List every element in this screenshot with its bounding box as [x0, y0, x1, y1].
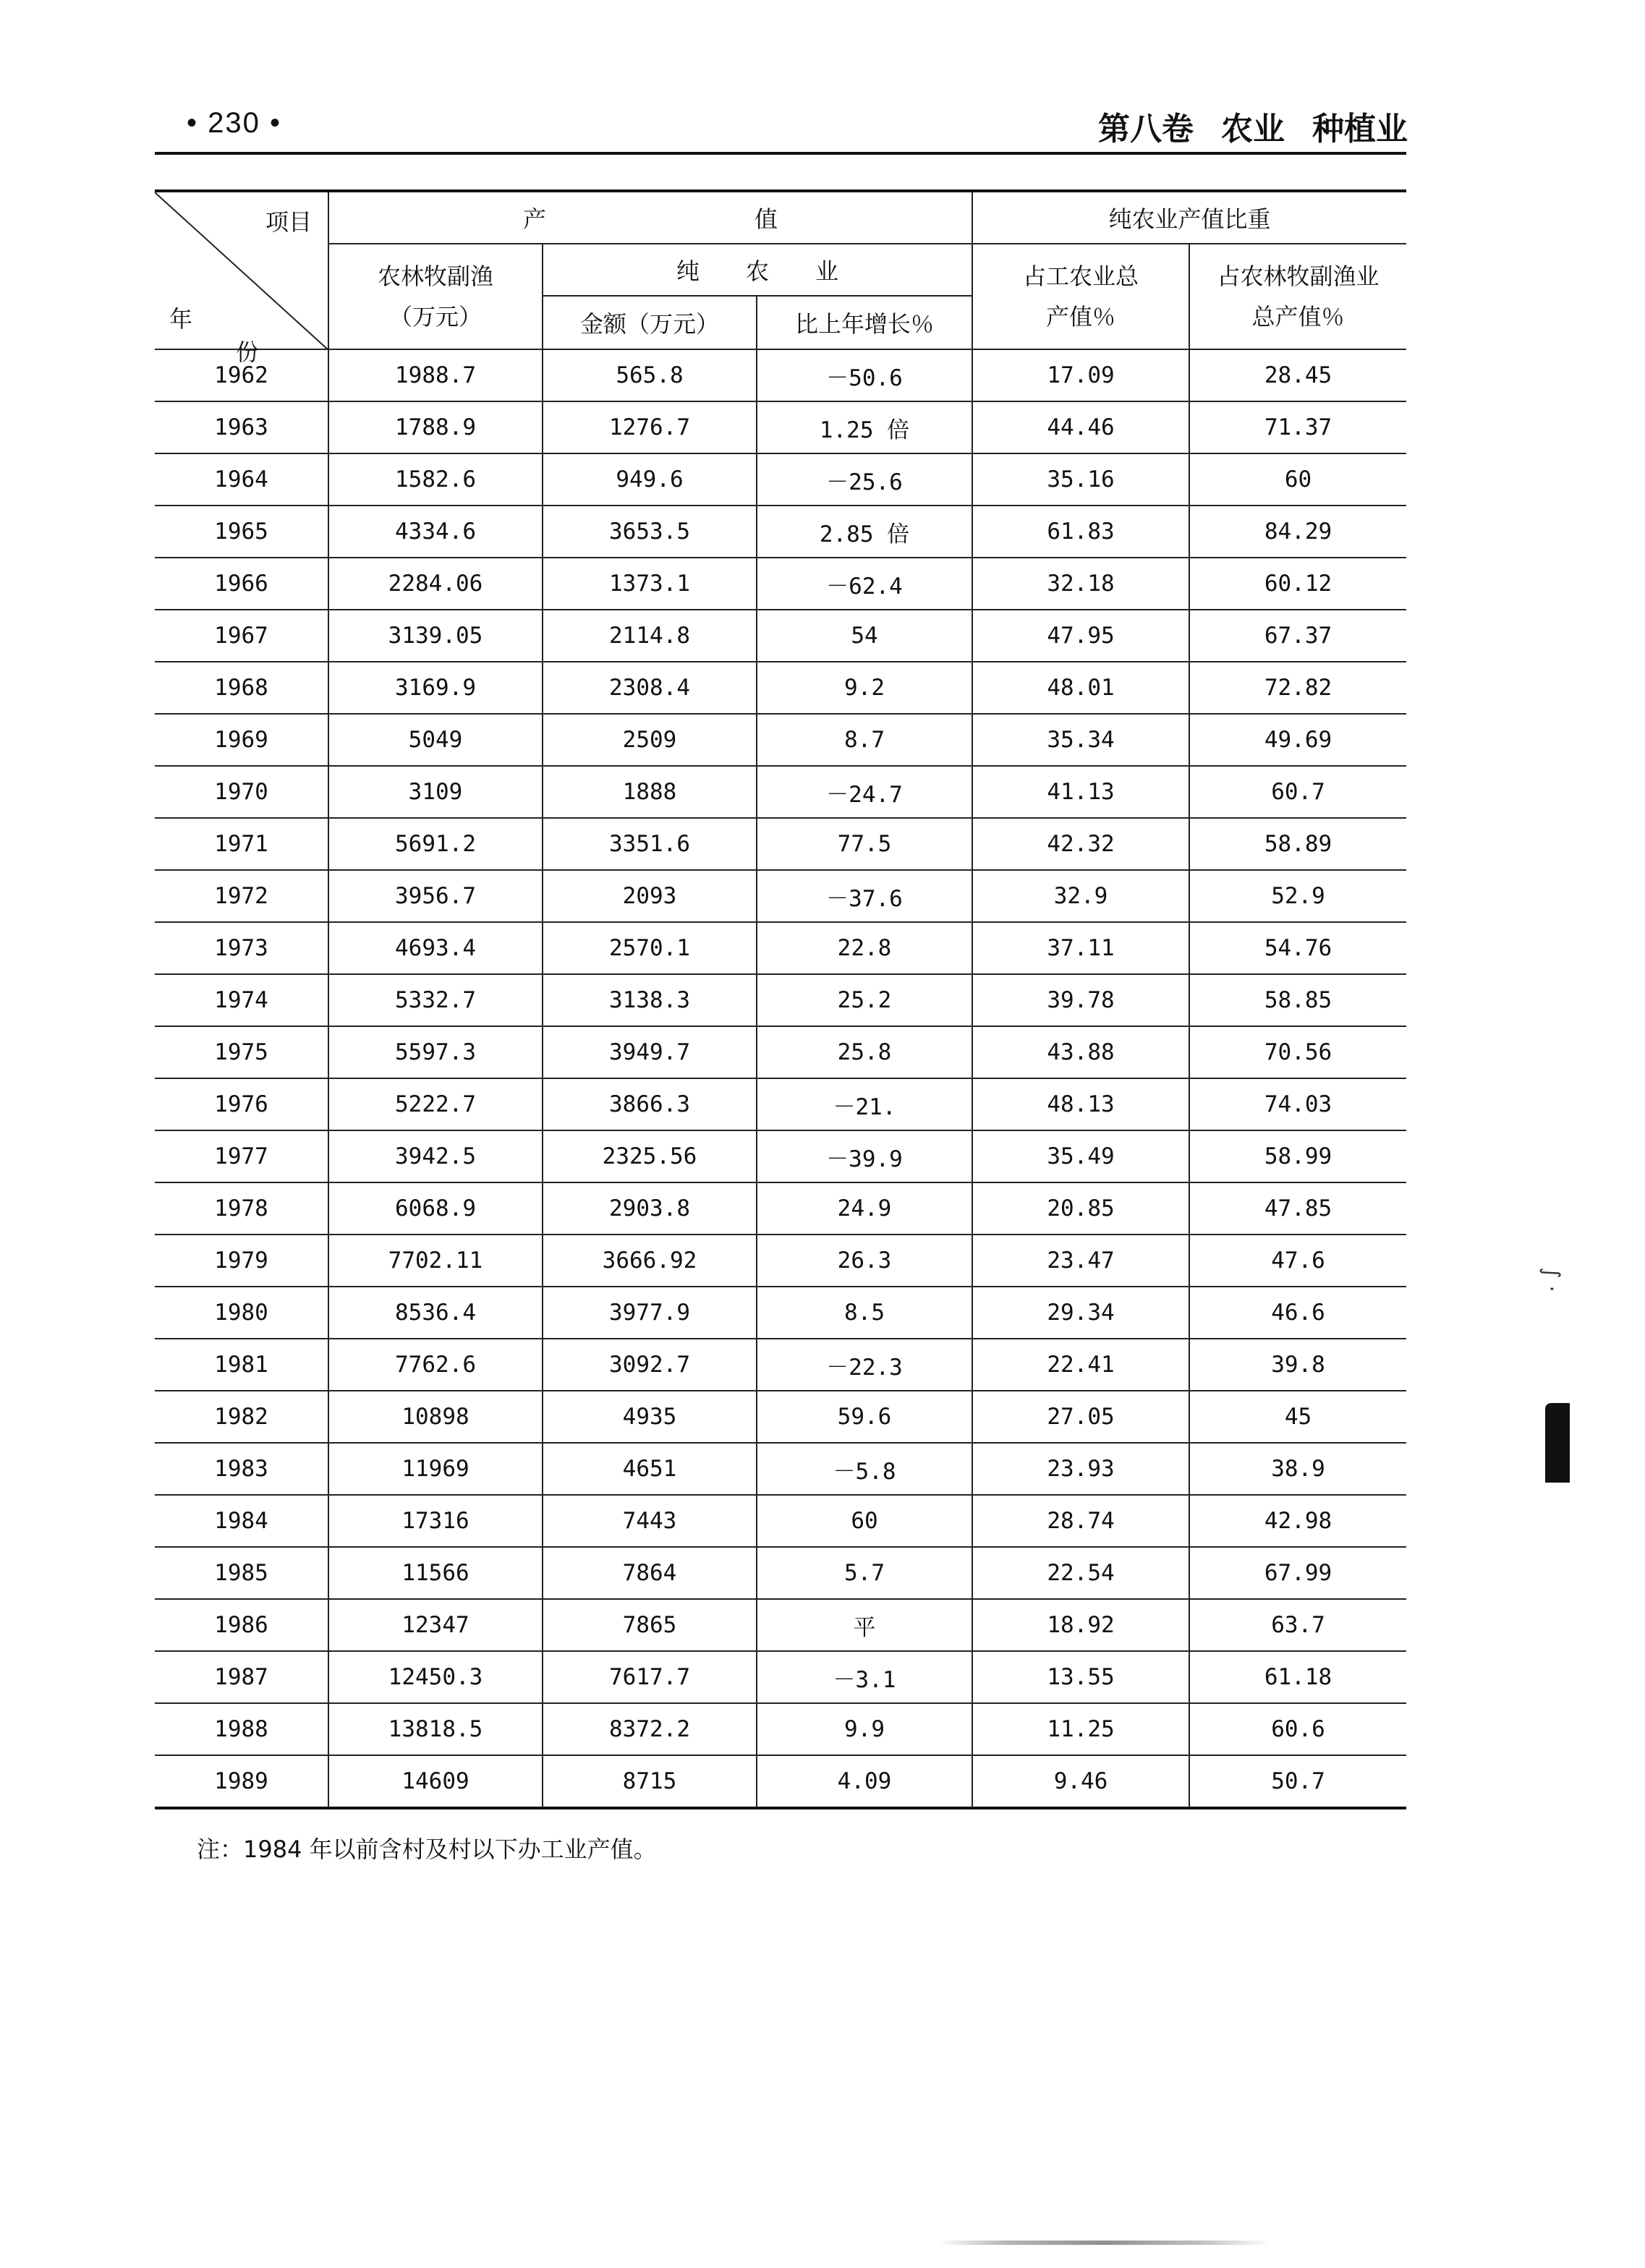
group-header-output: 产 值 — [328, 191, 972, 244]
cell-pure-ag-growth: 8.7 — [757, 714, 972, 766]
cell-nlmfy-total: 7762.6 — [328, 1339, 543, 1391]
cell-nlmfy-total: 5222.7 — [328, 1078, 543, 1130]
table-row — [155, 1443, 1406, 1495]
cell-share-nlmfy: 67.99 — [1189, 1547, 1406, 1599]
running-head-subsection: 种植业 — [1312, 111, 1408, 148]
scan-artifact-mark — [1545, 1403, 1570, 1483]
cell-pure-ag-amount: 3351.6 — [543, 818, 757, 870]
cell-share-nlmfy: 50.7 — [1189, 1755, 1406, 1808]
running-head-volume: 第八卷 — [1098, 111, 1194, 148]
cell-share-nlmfy: 54.76 — [1189, 922, 1406, 974]
cell-pure-ag-growth: 4.09 — [757, 1755, 972, 1808]
table-row — [155, 974, 1406, 1026]
cell-year: 1971 — [155, 818, 328, 870]
cell-share-industry: 44.46 — [972, 401, 1189, 453]
table-row — [155, 1130, 1406, 1182]
cell-pure-ag-amount: 3866.3 — [543, 1078, 757, 1130]
cell-share-industry: 23.93 — [972, 1443, 1189, 1495]
cell-year: 1979 — [155, 1235, 328, 1287]
cell-nlmfy-total: 17316 — [328, 1495, 543, 1547]
cell-share-industry: 35.49 — [972, 1130, 1189, 1182]
cell-pure-ag-amount: 4935 — [543, 1391, 757, 1443]
running-head — [1098, 103, 1408, 149]
cell-pure-ag-amount: 7865 — [543, 1599, 757, 1651]
cell-nlmfy-total: 1582.6 — [328, 453, 543, 506]
cell-pure-ag-growth: －25.6 — [757, 453, 972, 506]
cell-share-industry: 35.16 — [972, 453, 1189, 506]
corner-cell — [155, 191, 328, 366]
col-header-share-nlmfy-line2: 总产值％ — [1251, 303, 1345, 331]
table-row — [155, 1599, 1406, 1651]
table-row — [155, 1182, 1406, 1235]
cell-pure-ag-growth: 26.3 — [757, 1235, 972, 1287]
cell-share-industry: 48.01 — [972, 662, 1189, 714]
cell-share-industry: 48.13 — [972, 1078, 1189, 1130]
cell-pure-ag-amount: 2093 — [543, 870, 757, 922]
cell-nlmfy-total: 5691.2 — [328, 818, 543, 870]
cell-share-industry: 27.05 — [972, 1391, 1189, 1443]
cell-year: 1987 — [155, 1651, 328, 1703]
cell-share-nlmfy: 52.9 — [1189, 870, 1406, 922]
col-header-share-industry — [972, 244, 1189, 349]
cell-nlmfy-total: 14609 — [328, 1755, 543, 1808]
table-row — [155, 1287, 1406, 1339]
cell-pure-ag-amount: 2308.4 — [543, 662, 757, 714]
cell-pure-ag-amount: 2570.1 — [543, 922, 757, 974]
cell-pure-ag-amount: 3092.7 — [543, 1339, 757, 1391]
cell-share-nlmfy: 70.56 — [1189, 1026, 1406, 1078]
group-header-ratio: 纯农业产值比重 — [972, 191, 1406, 244]
cell-nlmfy-total: 3956.7 — [328, 870, 543, 922]
cell-pure-ag-growth: 2.85 倍 — [757, 506, 972, 558]
cell-pure-ag-amount: 1373.1 — [543, 558, 757, 610]
cell-pure-ag-growth: 54 — [757, 610, 972, 662]
cell-pure-ag-growth: 8.5 — [757, 1287, 972, 1339]
cell-nlmfy-total: 4334.6 — [328, 506, 543, 558]
cell-pure-ag-amount: 2509 — [543, 714, 757, 766]
cell-share-nlmfy: 46.6 — [1189, 1287, 1406, 1339]
col-header-nlmfy-line1: 农林牧副渔 — [377, 263, 493, 290]
cell-share-industry: 61.83 — [972, 506, 1189, 558]
col-header-share-industry-line1: 占工农业总 — [1023, 263, 1139, 290]
cell-share-nlmfy: 60.12 — [1189, 558, 1406, 610]
cell-year: 1984 — [155, 1495, 328, 1547]
cell-year: 1965 — [155, 506, 328, 558]
cell-pure-ag-amount: 3138.3 — [543, 974, 757, 1026]
cell-pure-ag-growth: 25.2 — [757, 974, 972, 1026]
table-row — [155, 818, 1406, 870]
cell-year: 1970 — [155, 766, 328, 818]
cell-pure-ag-amount: 3977.9 — [543, 1287, 757, 1339]
col-header-nlmfy — [328, 244, 543, 349]
cell-pure-ag-growth: －50.6 — [757, 349, 972, 401]
cell-pure-ag-growth: 59.6 — [757, 1391, 972, 1443]
cell-share-industry: 13.55 — [972, 1651, 1189, 1703]
cell-year: 1966 — [155, 558, 328, 610]
table-row — [155, 1078, 1406, 1130]
cell-pure-ag-growth: 1.25 倍 — [757, 401, 972, 453]
cell-share-nlmfy: 72.82 — [1189, 662, 1406, 714]
cell-pure-ag-growth: －21. — [757, 1078, 972, 1130]
cell-nlmfy-total: 10898 — [328, 1391, 543, 1443]
table-row — [155, 1755, 1406, 1808]
cell-pure-ag-growth: －3.1 — [757, 1651, 972, 1703]
cell-pure-ag-amount: 7617.7 — [543, 1651, 757, 1703]
cell-year: 1976 — [155, 1078, 328, 1130]
cell-share-nlmfy: 58.89 — [1189, 818, 1406, 870]
cell-share-nlmfy: 42.98 — [1189, 1495, 1406, 1547]
cell-share-industry: 35.34 — [972, 714, 1189, 766]
cell-pure-ag-amount: 8715 — [543, 1755, 757, 1808]
cell-year: 1983 — [155, 1443, 328, 1495]
table-row — [155, 1547, 1406, 1599]
cell-share-nlmfy: 60.7 — [1189, 766, 1406, 818]
cell-nlmfy-total: 1788.9 — [328, 401, 543, 453]
table-row — [155, 922, 1406, 974]
cell-nlmfy-total: 3139.05 — [328, 610, 543, 662]
cell-share-industry: 32.18 — [972, 558, 1189, 610]
cell-pure-ag-amount: 4651 — [543, 1443, 757, 1495]
cell-share-industry: 9.46 — [972, 1755, 1189, 1808]
cell-year: 1986 — [155, 1599, 328, 1651]
cell-nlmfy-total: 2284.06 — [328, 558, 543, 610]
cell-nlmfy-total: 6068.9 — [328, 1182, 543, 1235]
cell-share-nlmfy: 74.03 — [1189, 1078, 1406, 1130]
cell-pure-ag-amount: 8372.2 — [543, 1703, 757, 1755]
cell-share-industry: 42.32 — [972, 818, 1189, 870]
cell-share-industry: 43.88 — [972, 1026, 1189, 1078]
cell-year: 1988 — [155, 1703, 328, 1755]
cell-pure-ag-growth: 77.5 — [757, 818, 972, 870]
table-row — [155, 558, 1406, 610]
table-row — [155, 453, 1406, 506]
cell-share-industry: 17.09 — [972, 349, 1189, 401]
cell-nlmfy-total: 7702.11 — [328, 1235, 543, 1287]
cell-share-nlmfy: 58.99 — [1189, 1130, 1406, 1182]
cell-share-nlmfy: 71.37 — [1189, 401, 1406, 453]
cell-pure-ag-amount: 2325.56 — [543, 1130, 757, 1182]
cell-pure-ag-growth: 5.7 — [757, 1547, 972, 1599]
cell-pure-ag-growth: 22.8 — [757, 922, 972, 974]
cell-pure-ag-growth: －5.8 — [757, 1443, 972, 1495]
cell-share-industry: 28.74 — [972, 1495, 1189, 1547]
cell-year: 1964 — [155, 453, 328, 506]
cell-year: 1985 — [155, 1547, 328, 1599]
cell-year: 1977 — [155, 1130, 328, 1182]
table-row — [155, 870, 1406, 922]
cell-share-nlmfy: 60 — [1189, 453, 1406, 506]
cell-nlmfy-total: 3169.9 — [328, 662, 543, 714]
col-header-share-industry-line2: 产值％ — [1046, 303, 1116, 331]
cell-share-nlmfy: 45 — [1189, 1391, 1406, 1443]
cell-share-nlmfy: 84.29 — [1189, 506, 1406, 558]
cell-share-industry: 11.25 — [972, 1703, 1189, 1755]
table-row — [155, 714, 1406, 766]
cell-pure-ag-growth: －37.6 — [757, 870, 972, 922]
cell-share-nlmfy: 39.8 — [1189, 1339, 1406, 1391]
cell-nlmfy-total: 1988.7 — [328, 349, 543, 401]
cell-pure-ag-amount: 3653.5 — [543, 506, 757, 558]
scan-artifact-smudge — [938, 2241, 1270, 2245]
cell-pure-ag-amount: 2903.8 — [543, 1182, 757, 1235]
cell-nlmfy-total: 4693.4 — [328, 922, 543, 974]
cell-share-industry: 18.92 — [972, 1599, 1189, 1651]
cell-year: 1974 — [155, 974, 328, 1026]
cell-share-nlmfy: 38.9 — [1189, 1443, 1406, 1495]
table-row — [155, 1026, 1406, 1078]
col-header-pure-ag: 纯 农 业 — [543, 244, 972, 296]
col-header-share-nlmfy — [1189, 244, 1406, 349]
cell-year: 1963 — [155, 401, 328, 453]
cell-share-nlmfy: 28.45 — [1189, 349, 1406, 401]
cell-nlmfy-total: 12347 — [328, 1599, 543, 1651]
col-header-share-nlmfy-line1: 占农林牧副渔业 — [1217, 263, 1380, 290]
cell-share-nlmfy: 47.6 — [1189, 1235, 1406, 1287]
cell-pure-ag-amount: 3666.92 — [543, 1235, 757, 1287]
cell-nlmfy-total: 8536.4 — [328, 1287, 543, 1339]
cell-year: 1980 — [155, 1287, 328, 1339]
cell-share-industry: 37.11 — [972, 922, 1189, 974]
cell-share-nlmfy: 61.18 — [1189, 1651, 1406, 1703]
cell-year: 1989 — [155, 1755, 328, 1808]
cell-pure-ag-growth: －22.3 — [757, 1339, 972, 1391]
cell-pure-ag-amount: 7864 — [543, 1547, 757, 1599]
cell-nlmfy-total: 5597.3 — [328, 1026, 543, 1078]
cell-share-nlmfy: 49.69 — [1189, 714, 1406, 766]
cell-nlmfy-total: 3942.5 — [328, 1130, 543, 1182]
table-header — [155, 191, 1406, 366]
table-row — [155, 1703, 1406, 1755]
cell-share-industry: 20.85 — [972, 1182, 1189, 1235]
cell-year: 1969 — [155, 714, 328, 766]
cell-pure-ag-growth: 9.2 — [757, 662, 972, 714]
cell-year: 1968 — [155, 662, 328, 714]
table-note: 注：1984 年以前含村及村以下办工业产值。 — [197, 1836, 657, 1863]
cell-pure-ag-growth: －24.7 — [757, 766, 972, 818]
table-row — [155, 662, 1406, 714]
cell-pure-ag-growth: 平 — [757, 1599, 972, 1651]
table-row — [155, 1235, 1406, 1287]
corner-label-year: 年 — [169, 305, 193, 333]
cell-nlmfy-total: 13818.5 — [328, 1703, 543, 1755]
scan-artifact-icon: ∫ · — [1539, 1267, 1565, 1292]
table-row — [155, 1391, 1406, 1443]
cell-pure-ag-amount: 1888 — [543, 766, 757, 818]
cell-share-nlmfy: 67.37 — [1189, 610, 1406, 662]
table-row — [155, 610, 1406, 662]
cell-share-nlmfy: 58.85 — [1189, 974, 1406, 1026]
cell-share-industry: 22.41 — [972, 1339, 1189, 1391]
cell-share-industry: 29.34 — [972, 1287, 1189, 1339]
cell-pure-ag-growth: 60 — [757, 1495, 972, 1547]
cell-pure-ag-amount: 2114.8 — [543, 610, 757, 662]
table-row — [155, 1651, 1406, 1703]
cell-year: 1981 — [155, 1339, 328, 1391]
cell-year: 1967 — [155, 610, 328, 662]
cell-nlmfy-total: 3109 — [328, 766, 543, 818]
cell-pure-ag-growth: 25.8 — [757, 1026, 972, 1078]
cell-share-industry: 41.13 — [972, 766, 1189, 818]
table-row — [155, 1495, 1406, 1547]
table-row — [155, 506, 1406, 558]
cell-pure-ag-amount: 1276.7 — [543, 401, 757, 453]
cell-pure-ag-amount: 949.6 — [543, 453, 757, 506]
table-row — [155, 401, 1406, 453]
cell-share-industry: 23.47 — [972, 1235, 1189, 1287]
cell-share-industry: 39.78 — [972, 974, 1189, 1026]
cell-share-industry: 32.9 — [972, 870, 1189, 922]
cell-pure-ag-amount: 565.8 — [543, 349, 757, 401]
running-head-section: 农业 — [1221, 111, 1285, 148]
col-header-nlmfy-line2: （万元） — [388, 303, 482, 331]
corner-label-item: 项目 — [265, 208, 312, 236]
cell-pure-ag-amount: 7443 — [543, 1495, 757, 1547]
cell-pure-ag-amount: 3949.7 — [543, 1026, 757, 1078]
corner-label-fen: 份 — [236, 338, 260, 366]
cell-year: 1975 — [155, 1026, 328, 1078]
table-row — [155, 1339, 1406, 1391]
page-number: • 230 • — [187, 107, 281, 139]
cell-share-industry: 47.95 — [972, 610, 1189, 662]
col-header-amount: 金额（万元） — [543, 296, 757, 349]
cell-nlmfy-total: 5049 — [328, 714, 543, 766]
cell-year: 1978 — [155, 1182, 328, 1235]
col-header-growth: 比上年增长％ — [757, 296, 972, 349]
cell-year: 1973 — [155, 922, 328, 974]
cell-share-nlmfy: 63.7 — [1189, 1599, 1406, 1651]
table-row — [155, 766, 1406, 818]
cell-year: 1972 — [155, 870, 328, 922]
cell-nlmfy-total: 11969 — [328, 1443, 543, 1495]
cell-nlmfy-total: 11566 — [328, 1547, 543, 1599]
cell-nlmfy-total: 12450.3 — [328, 1651, 543, 1703]
cell-pure-ag-growth: －62.4 — [757, 558, 972, 610]
table-row — [155, 349, 1406, 401]
agri-output-table — [155, 189, 1406, 1809]
cell-year: 1982 — [155, 1391, 328, 1443]
cell-share-industry: 22.54 — [972, 1547, 1189, 1599]
cell-share-nlmfy: 60.6 — [1189, 1703, 1406, 1755]
cell-year: 1962 — [155, 349, 328, 401]
table-body — [155, 349, 1406, 1808]
cell-share-nlmfy: 47.85 — [1189, 1182, 1406, 1235]
cell-pure-ag-growth: －39.9 — [757, 1130, 972, 1182]
cell-pure-ag-growth: 24.9 — [757, 1182, 972, 1235]
cell-nlmfy-total: 5332.7 — [328, 974, 543, 1026]
header-rule — [155, 152, 1406, 155]
cell-pure-ag-growth: 9.9 — [757, 1703, 972, 1755]
